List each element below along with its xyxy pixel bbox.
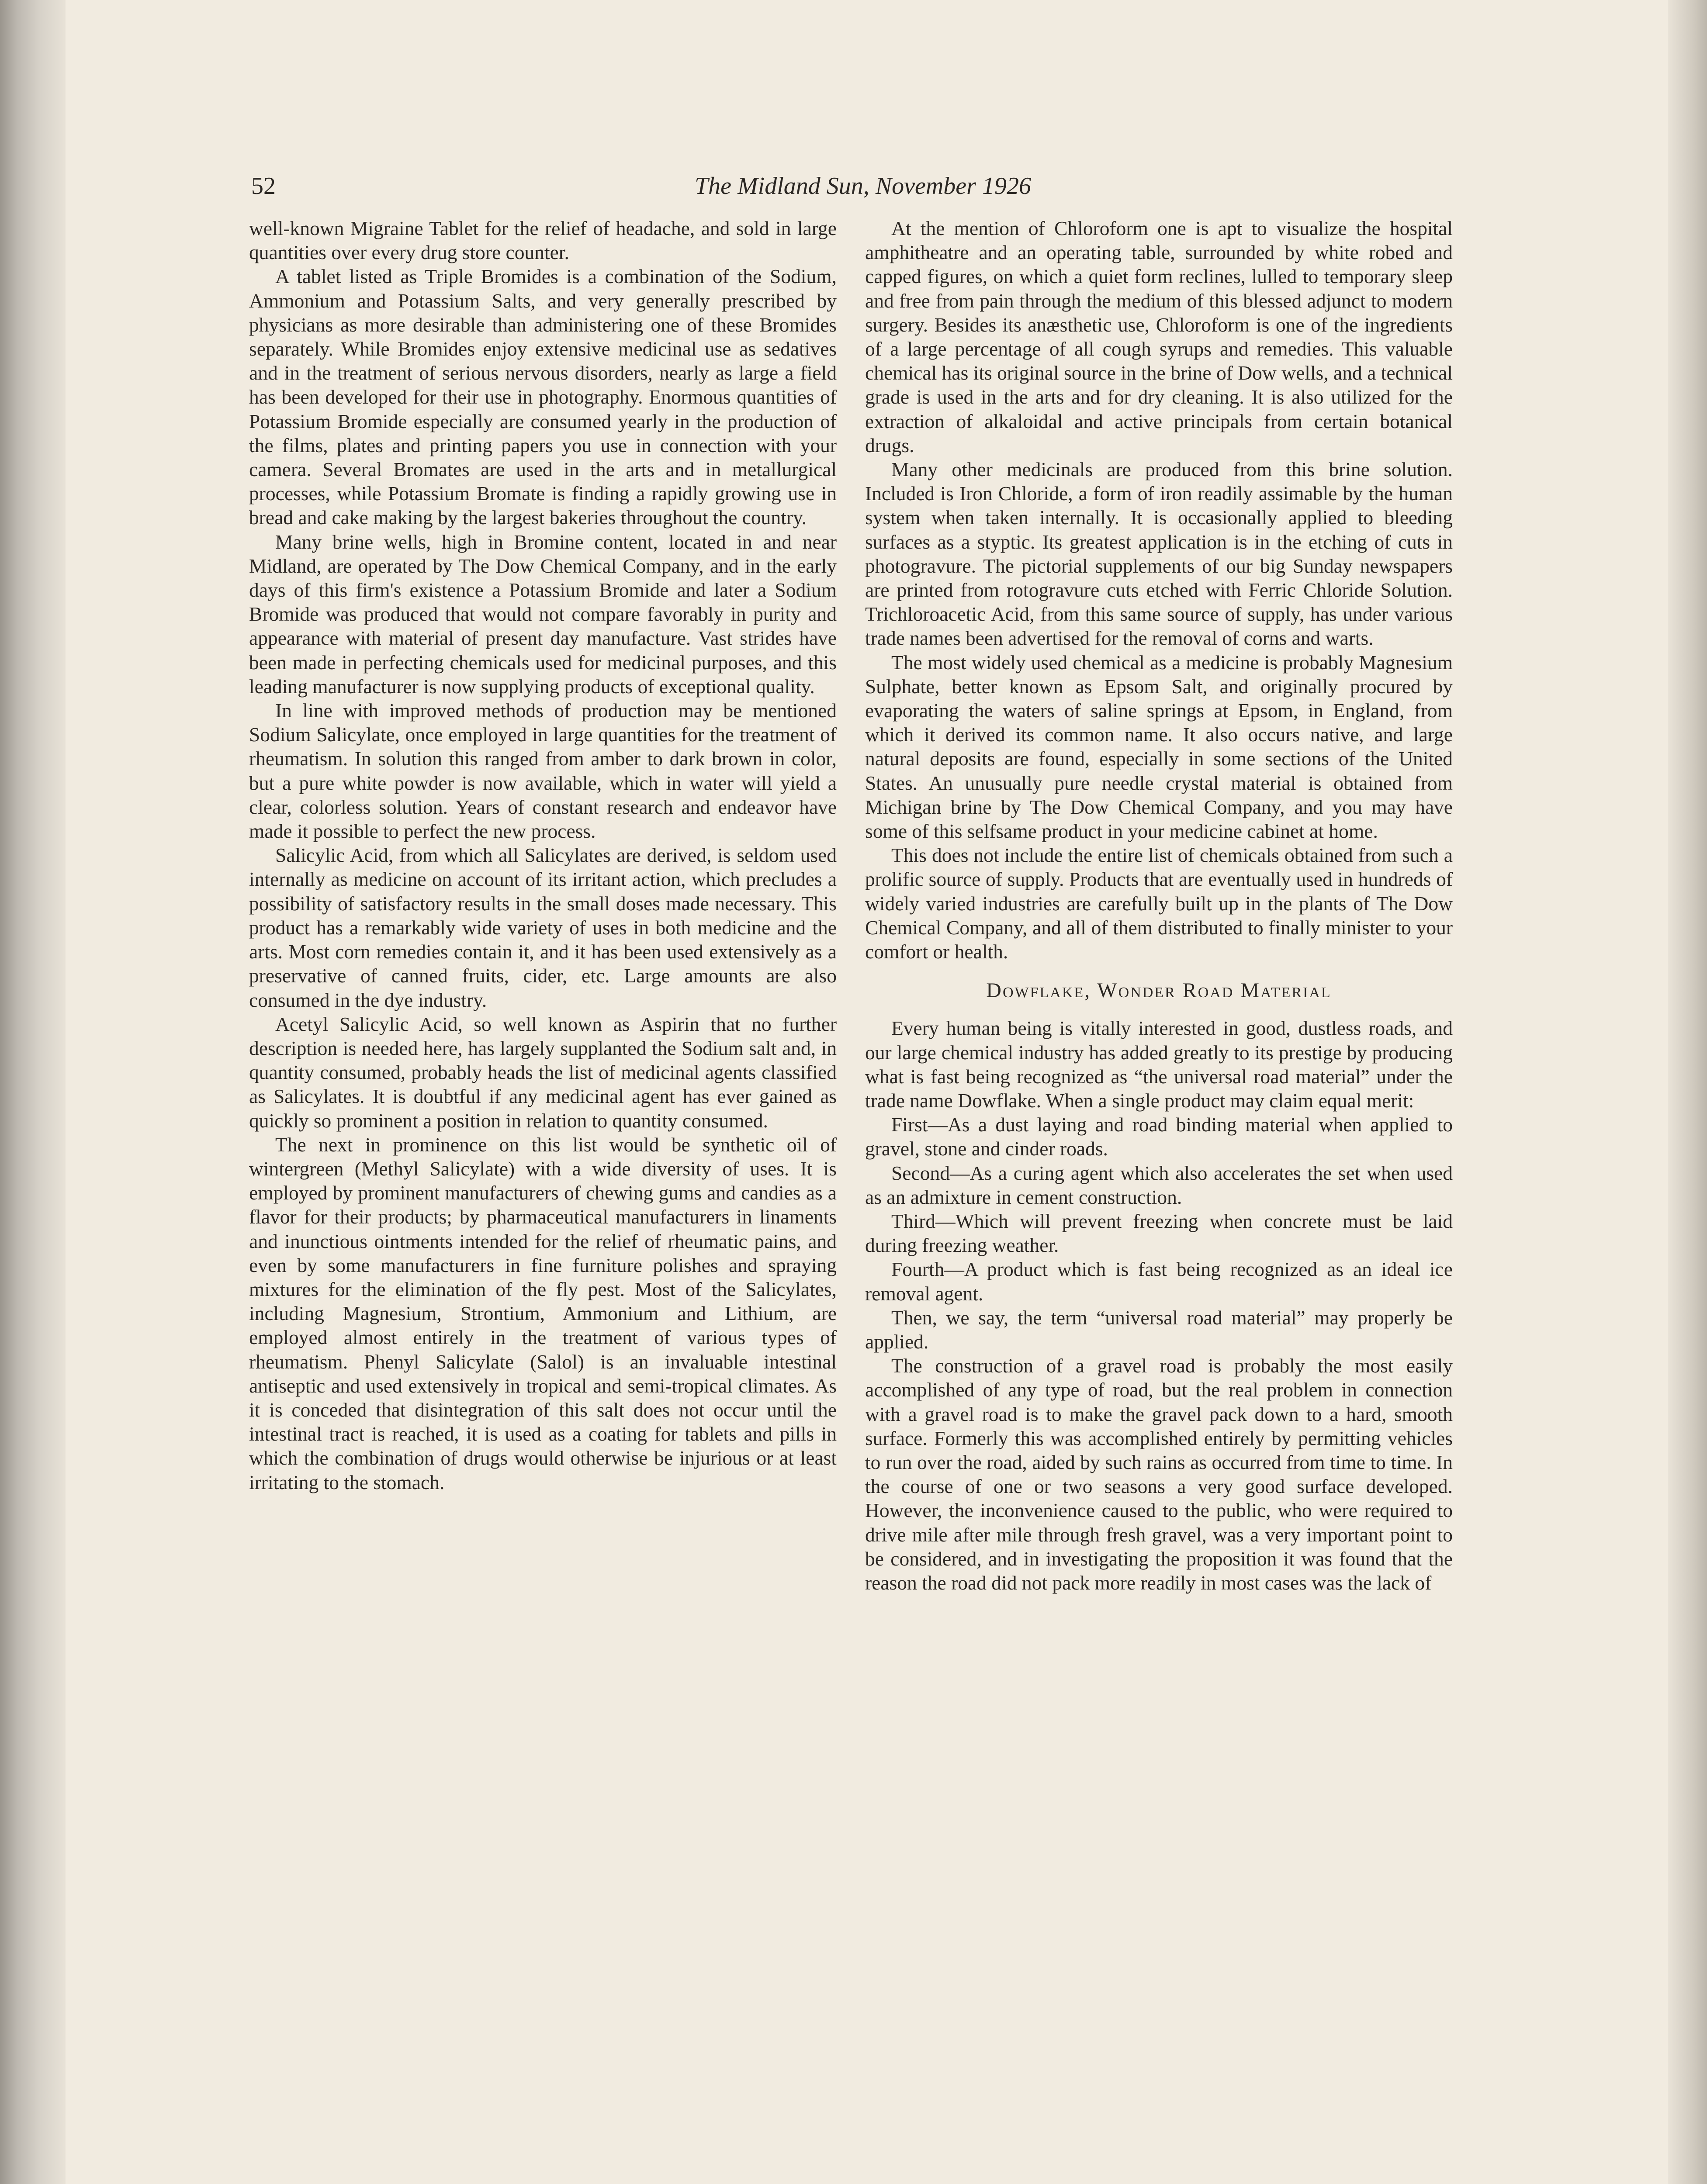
paragraph: Fourth—A product which is fast being recognized as an ideal ice removal agent. (865, 1258, 1453, 1305)
page-number: 52 (251, 173, 276, 200)
section-heading: Dowflake, Wonder Road Material (986, 979, 1332, 1002)
paragraph: Then, we say, the term “universal road material” may properly be applied. (865, 1306, 1453, 1353)
paragraph: Second—As a curing agent which also accelerates the set when used as an admixture in cement construction. (865, 1161, 1453, 1208)
page-header (251, 170, 1475, 210)
paragraph: This does not include the entire list of chemicals obtained from such a prolific source of supply. Products that are eventually used in hundreds of widely varied industries are carefully built up in the plants of The Dow Chemical Company, and all of them distributed to finally minister to your comfort or health. (865, 844, 1453, 963)
right-column (865, 216, 1453, 1595)
paragraph: Many brine wells, high in Bromine content, located in and near Midland, are operated by The Dow Chemical Company, and in the early days of this firm's existence a Potassium Bromide and later a Sodium Bromide was produced that would not compare favorably in purity and appearance with material of present day manufacture. Vast strides have been made in perfecting chemicals used for medicinal purposes, and this leading manufacturer is now supplying products of exceptional quality. (249, 530, 837, 698)
paragraph: Acetyl Salicylic Acid, so well known as Aspirin that no further description is needed here, has largely supplanted the Sodium salt and, in quantity consumed, probably heads the list of medicinal agents classified as Salicylates. It is doubtful if any medicinal agent has ever gained as quickly so prominent a position in relation to quantity consumed. (249, 1013, 837, 1132)
paragraph: At the mention of Chloroform one is apt to visualize the hospital amphitheatre and an operating table, surrounded by white robed and capped figures, on which a quiet form reclines, lulled to temporary sleep and free from pain through the medium of this blessed adjunct to modern surgery. Besides its anæsthetic use, Chloroform is one of the ingredients of a large percentage of all cough syrups and remedies. This valuable chemical has its original source in the brine of Dow wells, and a technical grade is used in the arts and for dry cleaning. It is also utilized for the extraction of alkaloidal and active principals from certain botanical drugs. (865, 217, 1453, 456)
paragraph: Third—Which will prevent freezing when concrete must be laid during freezing weather. (865, 1209, 1453, 1257)
paragraph: In line with improved methods of production may be mentioned Sodium Salicylate, once employed in large quantities for the treatment of rheumatism. In solution this ranged from amber to dark brown in color, but a pure white powder is now available, which in water will yield a clear, colorless solution. Years of constant research and endeavor have made it possible to perfect the new process. (249, 699, 837, 843)
paragraph: The most widely used chemical as a medicine is probably Magnesium Sulphate, better known as Epsom Salt, and originally procured by evaporating the waters of saline springs at Epsom, in England, from which it derived its common name. It also occurs native, and large natural deposits are found, especially in some sections of the United States. An unusually pure needle crystal material is obtained from Michigan brine by The Dow Chemical Company, and you may have some of this selfsame product in your medicine cabinet at home. (865, 651, 1453, 843)
running-title: The Midland Sun, November 1926 (695, 173, 1031, 200)
paragraph: The next in prominence on this list would be synthetic oil of wintergreen (Methyl Salicylate) with a wide diversity of uses. It is employed by prominent manufacturers of chewing gums and candies as a flavor for their products; by pharmaceutical manufacturers in linaments and inunctious ointments intended for the relief of rheumatic pains, and even by some manufacturers in fine furniture polishes and spraying mixtures for the elimination of the fly pest. Most of the Salicylates, including Magnesium, Strontium, Ammonium and Lithium, are employed almost entirely in the treatment of various types of rheumatism. Phenyl Salicylate (Salol) is an invaluable intestinal antiseptic and used extensively in tropical and semi-tropical climates. As it is conceded that disintegration of this salt does not occur until the intestinal tract is reached, it is used as a coating for tablets and pills in which the combination of drugs would otherwise be injurious or at least irritating to the stomach. (249, 1133, 837, 1493)
left-column (249, 216, 837, 1494)
paragraph: A tablet listed as Triple Bromides is a combination of the Sodium, Ammonium and Potassium Salts, and very generally prescribed by physicians as more desirable than administering one of these Bromides separately. While Bromides enjoy extensive medicinal use as sedatives and in the treatment of serious nervous disorders, nearly as large a field has been developed for their use in photography. Enormous quantities of Potassium Bromide especially are consumed yearly in the production of the films, plates and printing papers you use in connection with your camera. Several Bromates are used in the arts and in metallurgical processes, while Potassium Bromate is finding a rapidly growing use in bread and cake making by the largest bakeries throughout the country. (249, 265, 837, 529)
paragraph: Every human being is vitally interested in good, dustless roads, and our large chemical industry has added greatly to its prestige by producing what is fast being recognized as “the universal road material” under the trade name Dowflake. When a single product may claim equal merit: (865, 1017, 1453, 1112)
paragraph: well-known Migraine Tablet for the relief of headache, and sold in large quantities over every drug store counter. (249, 217, 837, 264)
paragraph: Many other medicinals are produced from this brine solution. Included is Iron Chloride, a form of iron readily assimable by the human system when taken internally. It is occasionally applied to bleeding surfaces as a styptic. Its greatest application is in the etching of cuts in photogravure. The pictorial supplements of our big Sunday newspapers are printed from rotogravure cuts etched with Ferric Chloride Solution. Trichloroacetic Acid, from this same source of supply, has under various trade names been advertised for the removal of corns and warts. (865, 458, 1453, 650)
paragraph: The construction of a gravel road is probably the most easily accomplished of any type of road, but the real problem in connection with a gravel road is to make the gravel pack down to a hard, smooth surface. Formerly this was accomplished entirely by permitting vehicles to run over the road, aided by such rains as occurred from time to time. In the course of one or two seasons a very good surface developed. However, the inconvenience caused to the public, who were required to drive mile after mile through fresh gravel, was a very important point to be considered, and in investigating the proposition it was found that the reason the road did not pack more readily in most cases was the lack of (865, 1355, 1453, 1594)
book-binding-edge (0, 0, 66, 2184)
paragraph: First—As a dust laying and road binding material when applied to gravel, stone and cinder roads. (865, 1113, 1453, 1160)
paragraph: Salicylic Acid, from which all Salicylates are derived, is seldom used internally as medicine on account of its irritant action, which precludes a possibility of satisfactory results in the small doses made necessary. This product has a remarkably wide variety of uses in both medicine and the arts. Most corn remedies contain it, and it has been used extensively as a preservative of canned fruits, cider, etc. Large amounts are also consumed in the dye industry. (249, 844, 837, 1011)
page-right-edge (1668, 0, 1707, 2184)
